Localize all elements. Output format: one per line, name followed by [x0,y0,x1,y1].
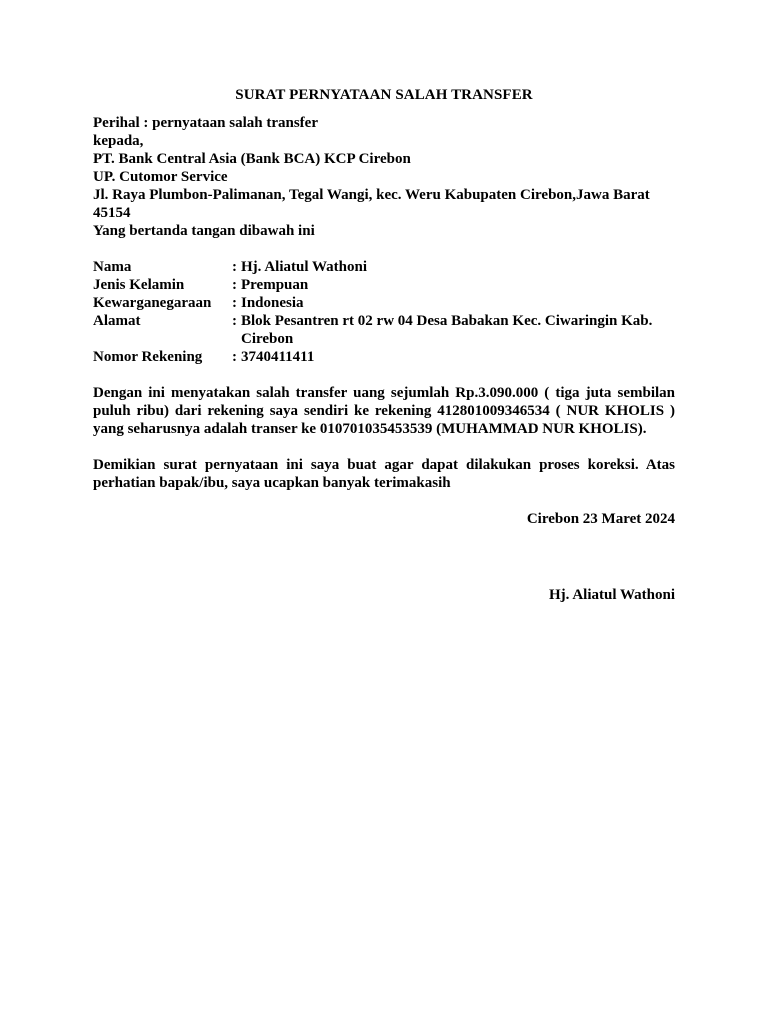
signer-name: Hj. Aliatul Wathoni [548,587,675,603]
identity-colon: : [232,277,237,293]
letter-page [93,86,675,604]
letter-title: SURAT PERNYATAAN SALAH TRANSFER [235,87,533,103]
identity-label: Nama [93,259,132,275]
identity-row-account [93,348,675,366]
identity-colon: : [232,259,237,275]
identity-value: Prempuan [241,277,309,293]
identity-row-citizenship [93,294,675,312]
spacer [93,240,675,258]
recipient-address: Jl. Raya Plumbon-Palimanan, Tegal Wangi, kec. Weru Kabupaten Cirebon,Jawa Barat 45154 [93,187,650,221]
signature-space [93,528,675,586]
identity-label: Nomor Rekening [93,349,203,365]
identity-label: Kewarganegaraan [93,295,212,311]
identity-value: Hj. Aliatul Wathoni [241,259,368,275]
place-date: Cirebon 23 Maret 2024 [526,511,675,527]
identity-label: Alamat [93,313,141,329]
intro-text: Yang bertanda tangan dibawah ini [93,223,315,239]
identity-colon: : [232,349,237,365]
statement-paragraph: Dengan ini menyatakan salah transfer uang sejumlah Rp.3.090.000 ( tiga juta sembilan puluh ribu) dari rekening saya sendiri ke rekening 412801009346534 ( NUR KHOLIS ) yang seharusnya adalah transer ke 010701035453539 (MUHAMMAD NUR KHOLIS). [93,385,675,437]
spacer [93,366,675,384]
recipient-greeting: kepada, [93,133,144,149]
subject-line: Perihal : pernyataan salah transfer [93,115,318,131]
identity-colon: : [232,295,237,311]
identity-table [93,258,675,366]
identity-value: Indonesia [241,295,304,311]
identity-row-address [93,312,675,348]
recipient-attention: UP. Cutomor Service [93,169,228,185]
spacer [93,438,675,456]
identity-colon: : [232,313,237,329]
identity-value: Blok Pesantren rt 02 rw 04 Desa Babakan Kec. Ciwaringin Kab. Cirebon [241,313,653,347]
identity-value: 3740411411 [241,349,315,365]
identity-row-gender [93,276,675,294]
identity-row-name [93,258,675,276]
closing-paragraph: Demikian surat pernyataan ini saya buat agar dapat dilakukan proses koreksi. Atas perhatian bapak/ibu, saya ucapkan banyak terimakasih [93,457,675,491]
identity-label: Jenis Kelamin [93,277,185,293]
spacer [93,492,675,510]
recipient-bank: PT. Bank Central Asia (Bank BCA) KCP Cirebon [93,151,411,167]
